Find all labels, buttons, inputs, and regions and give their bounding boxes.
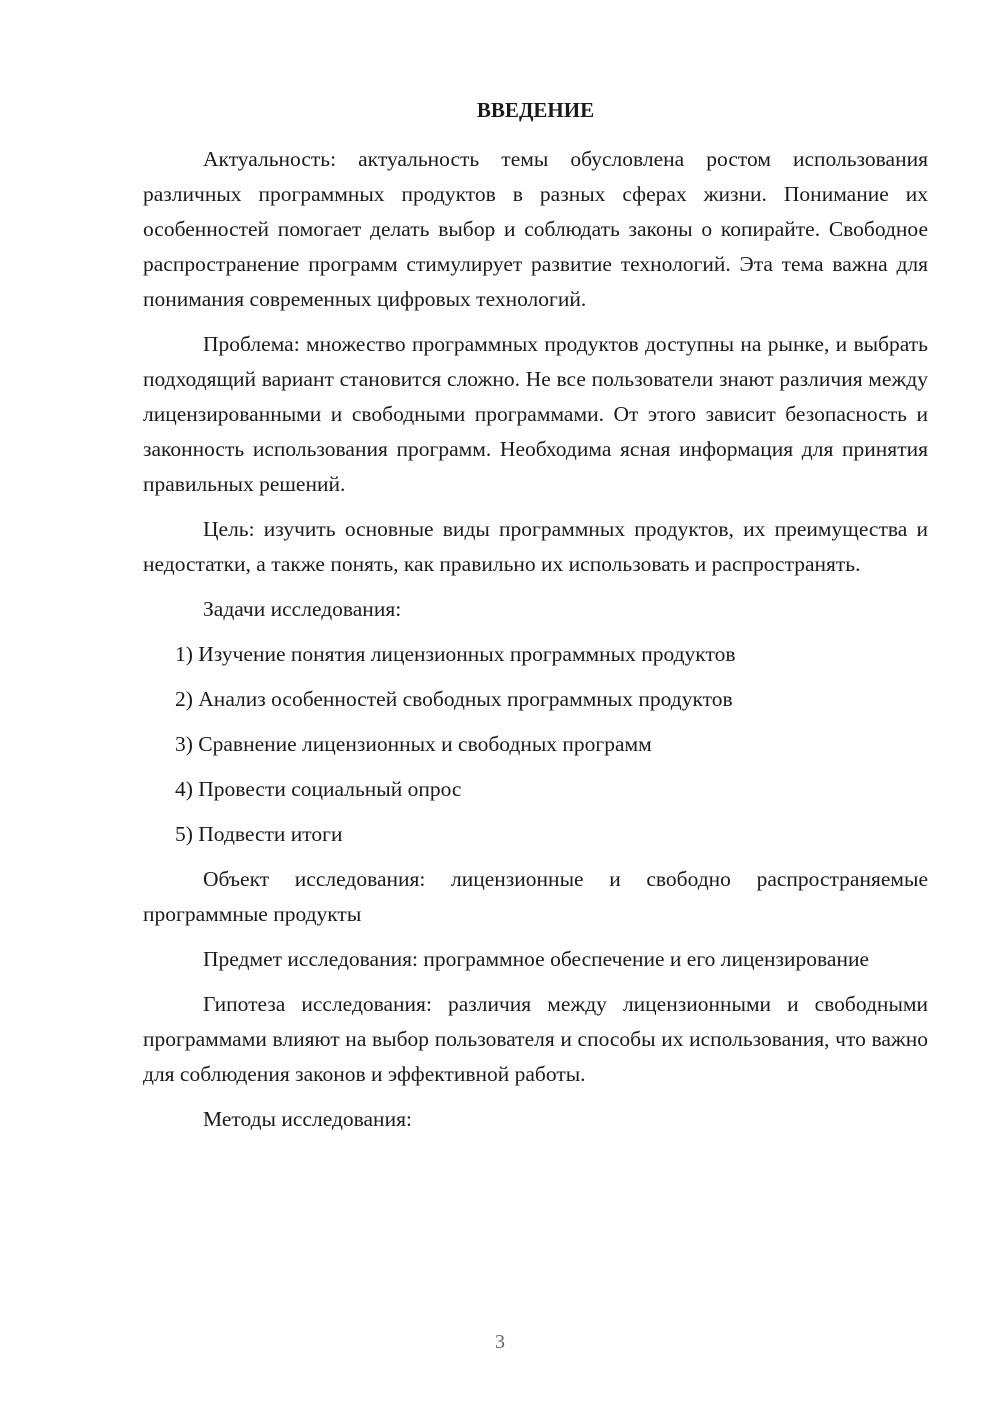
page-number: 3 xyxy=(495,1331,505,1353)
tasks-heading: Задачи исследования: xyxy=(203,597,402,621)
goal-paragraph: Цель: изучить основные виды программных продуктов, их преимущества и недостатки, а также понять, как правильно их использовать и распространять. xyxy=(143,517,928,576)
list-item: 3) Сравнение лицензионных и свободных программ xyxy=(175,732,652,756)
methods-heading: Методы исследования: xyxy=(203,1107,412,1131)
subject-paragraph: Предмет исследования: программное обеспечение и его лицензирование xyxy=(203,947,869,971)
object-paragraph: Объект исследования: лицензионные и свободно распространяемые программные продукты xyxy=(143,867,928,926)
hypothesis-paragraph: Гипотеза исследования: различия между лицензионными и свободными программами влияют на выбор пользователя и способы их использования, что важно для соблюдения законов и эффективной работы. xyxy=(143,992,928,1086)
list-item: 4) Провести социальный опрос xyxy=(175,777,462,801)
list-item: 2) Анализ особенностей свободных программных продуктов xyxy=(175,687,733,711)
document-page xyxy=(143,93,928,1147)
list-item: 1) Изучение понятия лицензионных программных продуктов xyxy=(175,642,736,666)
relevance-paragraph: Актуальность: актуальность темы обусловлена ростом использования различных программных продуктов в разных сферах жизни. Понимание их особенностей помогает делать выбор и соблюдать законы о копирайте. Свободное распространение программ стимулирует развитие технологий. Эта тема важна для понимания современных цифровых технологий. xyxy=(143,147,928,311)
page-title: ВВЕДЕНИЕ xyxy=(476,98,595,122)
problem-paragraph: Проблема: множество программных продуктов доступны на рынке, и выбрать подходящий вариант становится сложно. Не все пользователи знают различия между лицензированными и свободными программами. От этого зависит безопасность и законность использования программ. Необходима ясная информация для принятия правильных решений. xyxy=(143,332,928,496)
list-item: 5) Подвести итоги xyxy=(175,822,343,846)
tasks-list xyxy=(143,637,928,852)
